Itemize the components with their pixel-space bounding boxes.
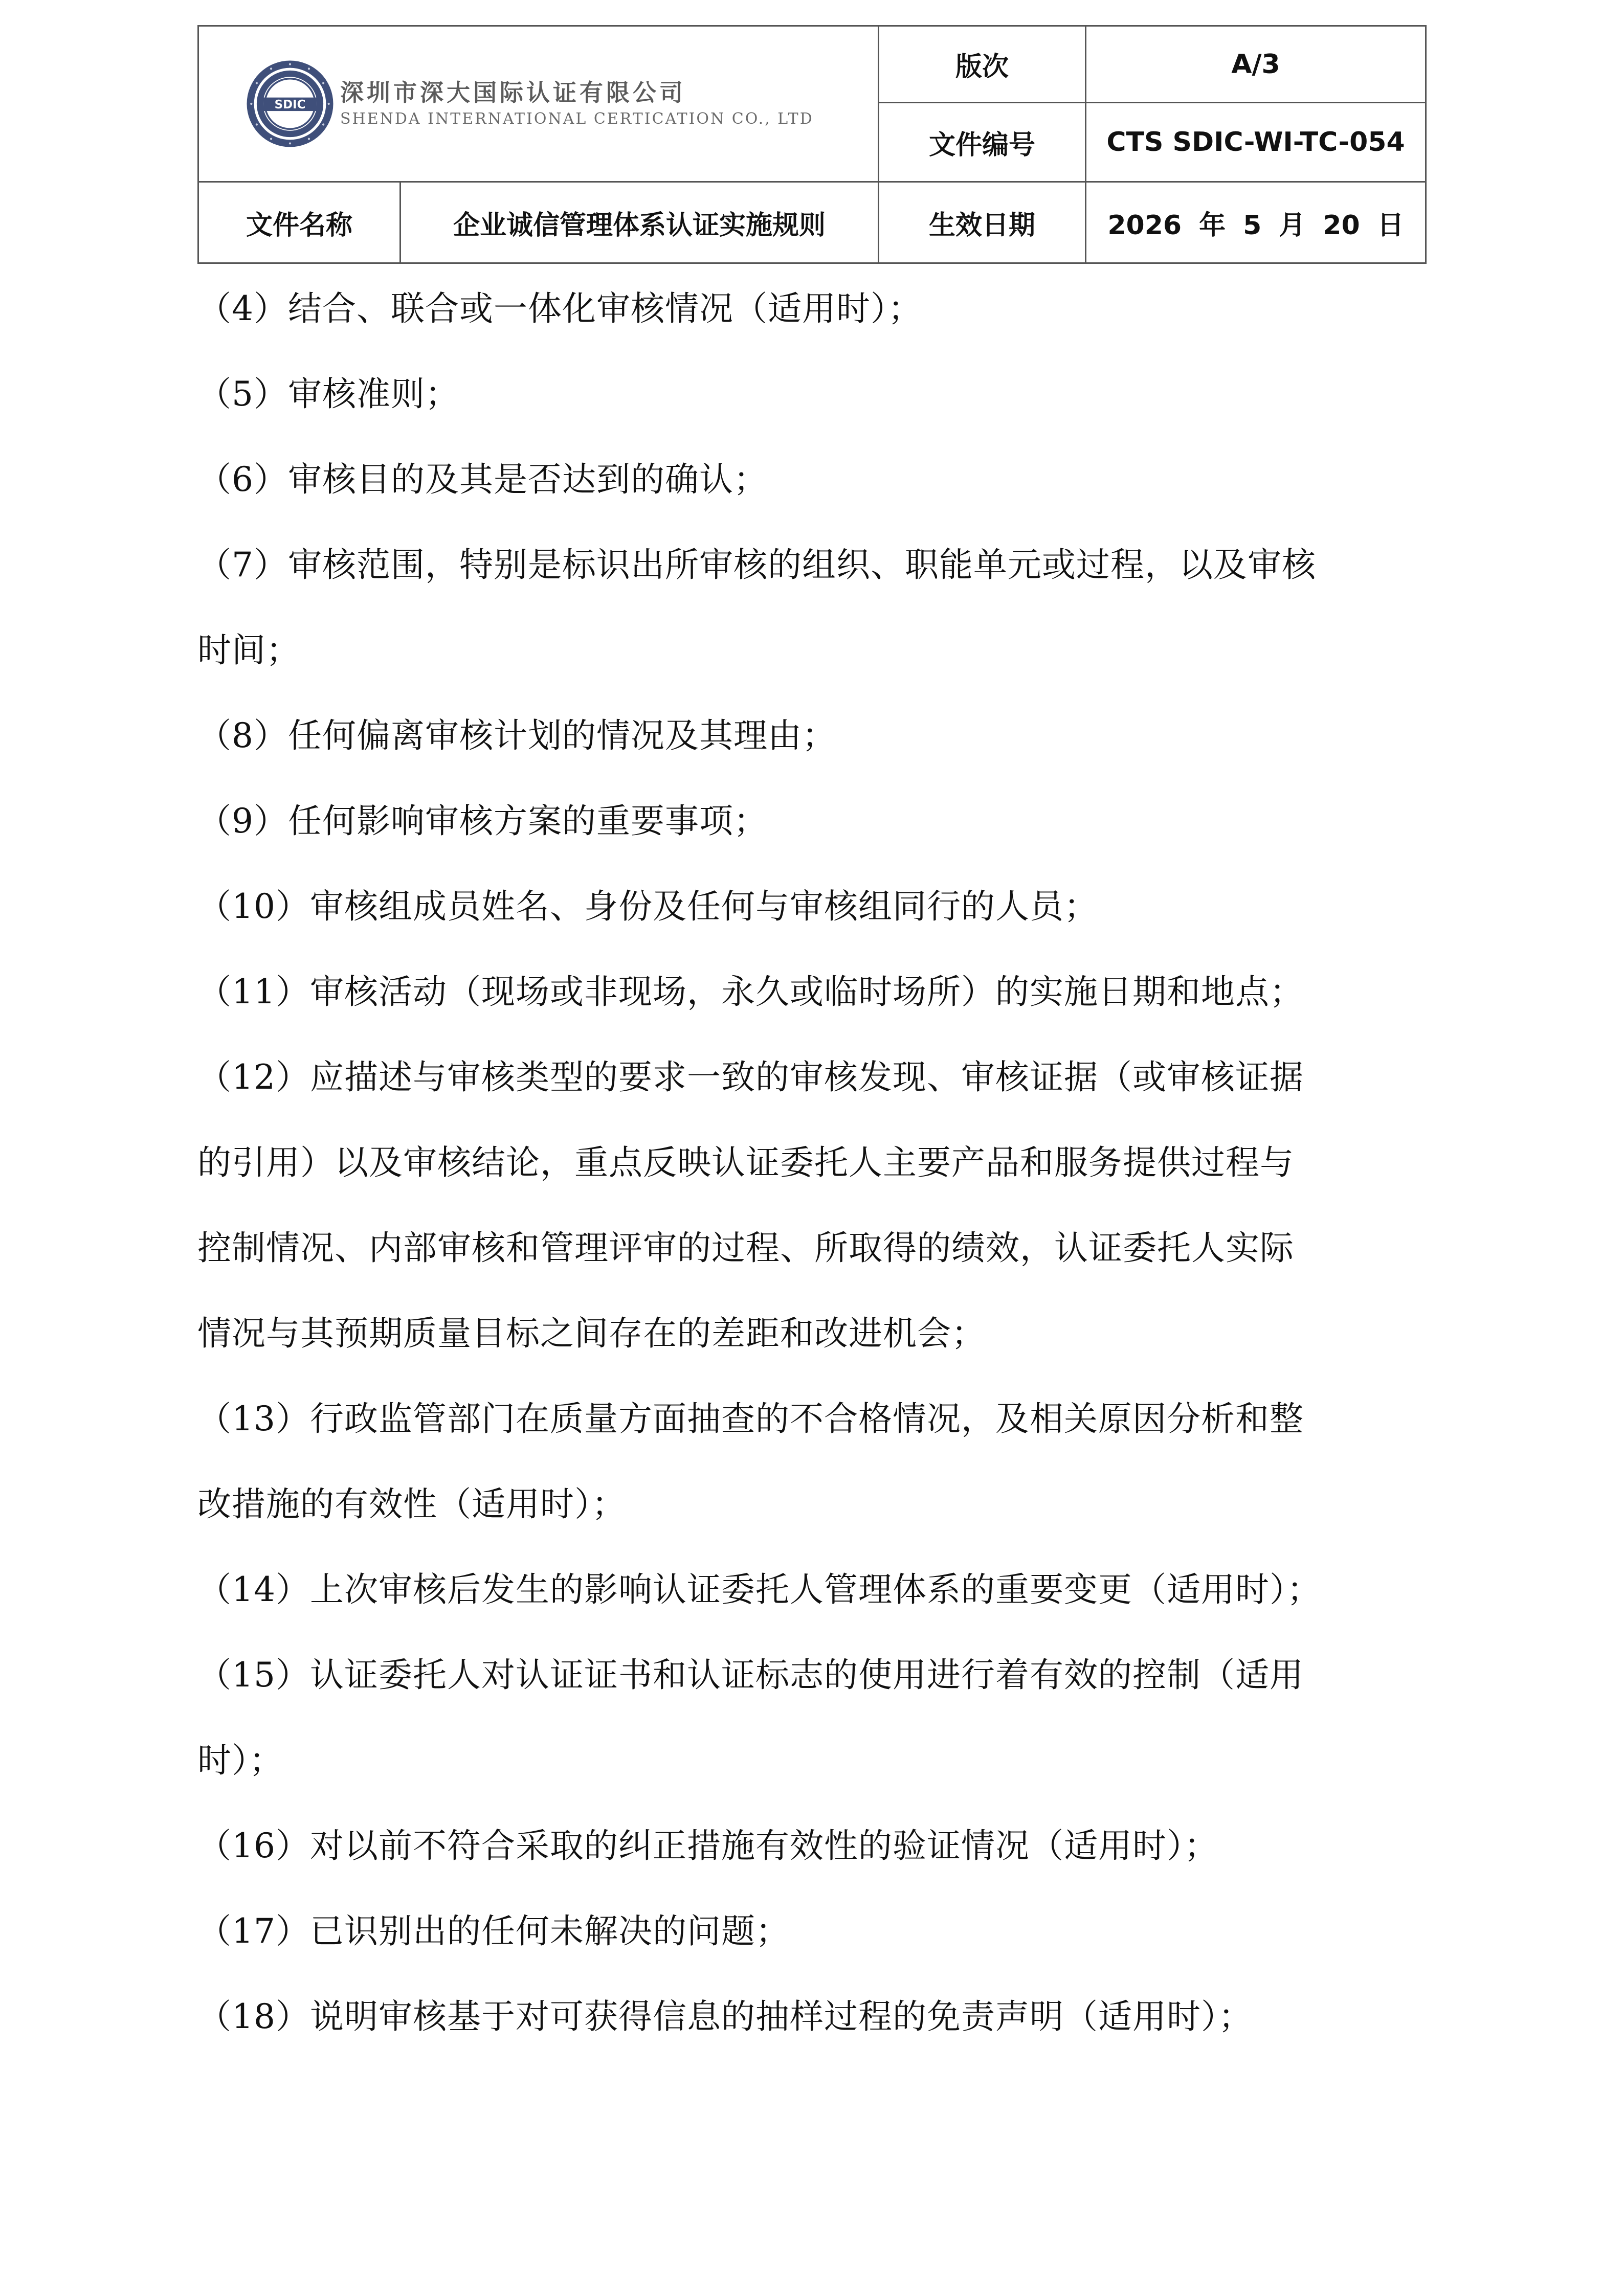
effective-date-label: 生效日期: [879, 182, 1086, 263]
effective-month-unit: 月: [1279, 210, 1306, 241]
document-header-table: [197, 25, 1427, 264]
body-line: 控制情况、内部审核和管理评审的过程、所取得的绩效，认证委托人实际: [197, 1228, 1294, 1268]
body-line: （13）行政监管部门在质量方面抽查的不合格情况，及相关原因分析和整: [197, 1399, 1304, 1438]
effective-month: 5: [1243, 210, 1262, 241]
company-logo-cell: [198, 26, 879, 182]
body-line: （15）认证委托人对认证证书和认证标志的使用进行着有效的控制（适用: [197, 1655, 1304, 1695]
company-name-cn: 深圳市深大国际认证有限公司: [340, 79, 686, 106]
body-line: （14）上次审核后发生的影响认证委托人管理体系的重要变更（适用时）；: [197, 1570, 1321, 1609]
document-body: [197, 266, 1445, 2059]
effective-year: 2026: [1107, 210, 1182, 241]
body-line: （11）审核活动（现场或非现场，永久或临时场所）的实施日期和地点；: [197, 972, 1304, 1011]
version-value: A/3: [1086, 26, 1426, 103]
version-label: 版次: [879, 26, 1086, 103]
body-line: （16）对以前不符合采取的纠正措施有效性的验证情况（适用时）；: [197, 1826, 1218, 1865]
body-line: 改措施的有效性（适用时）；: [197, 1484, 626, 1524]
body-line: （4）结合、联合或一体化审核情况（适用时）；: [197, 289, 922, 328]
document-number-value: CTS SDIC-WI-TC-054: [1086, 103, 1426, 182]
body-line: （10）审核组成员姓名、身份及任何与审核组同行的人员；: [197, 887, 1098, 926]
body-line: （6）审核目的及其是否达到的确认；: [197, 460, 768, 499]
effective-day: 20: [1323, 210, 1360, 241]
body-line: 的引用）以及审核结论，重点反映认证委托人主要产品和服务提供过程与: [197, 1143, 1294, 1182]
document-name-value: 企业诚信管理体系认证实施规则: [401, 182, 879, 263]
document-number-label: 文件编号: [879, 103, 1086, 182]
effective-year-unit: 年: [1199, 210, 1226, 241]
effective-day-unit: 日: [1377, 210, 1404, 241]
body-line: （5）审核准则；: [197, 374, 459, 414]
company-name-en: SHENDA INTERNATIONAL CERTICATION CO., LTD: [340, 110, 814, 128]
body-line: 时）；: [197, 1741, 283, 1780]
body-line: （9）任何影响审核方案的重要事项；: [197, 801, 768, 841]
body-line: 情况与其预期质量目标之间存在的差距和改进机会；: [197, 1314, 986, 1353]
body-line: （7）审核范围，特别是标识出所审核的组织、职能单元或过程，以及审核: [197, 545, 1316, 584]
body-line: （8）任何偏离审核计划的情况及其理由；: [197, 716, 836, 755]
body-line: 时间；: [197, 631, 300, 670]
body-line: （17）已识别出的任何未解决的问题；: [197, 1911, 790, 1951]
document-name-label: 文件名称: [198, 182, 401, 263]
company-seal-icon: [245, 59, 335, 149]
company-logo: [199, 59, 878, 149]
body-line: （12）应描述与审核类型的要求一致的审核发现、审核证据（或审核证据: [197, 1057, 1304, 1097]
svg-text:SDIC: SDIC: [274, 98, 306, 111]
effective-date-value: [1086, 182, 1426, 263]
body-line: （18）说明审核基于对可获得信息的抽样过程的免责声明（适用时）；: [197, 1997, 1253, 2036]
